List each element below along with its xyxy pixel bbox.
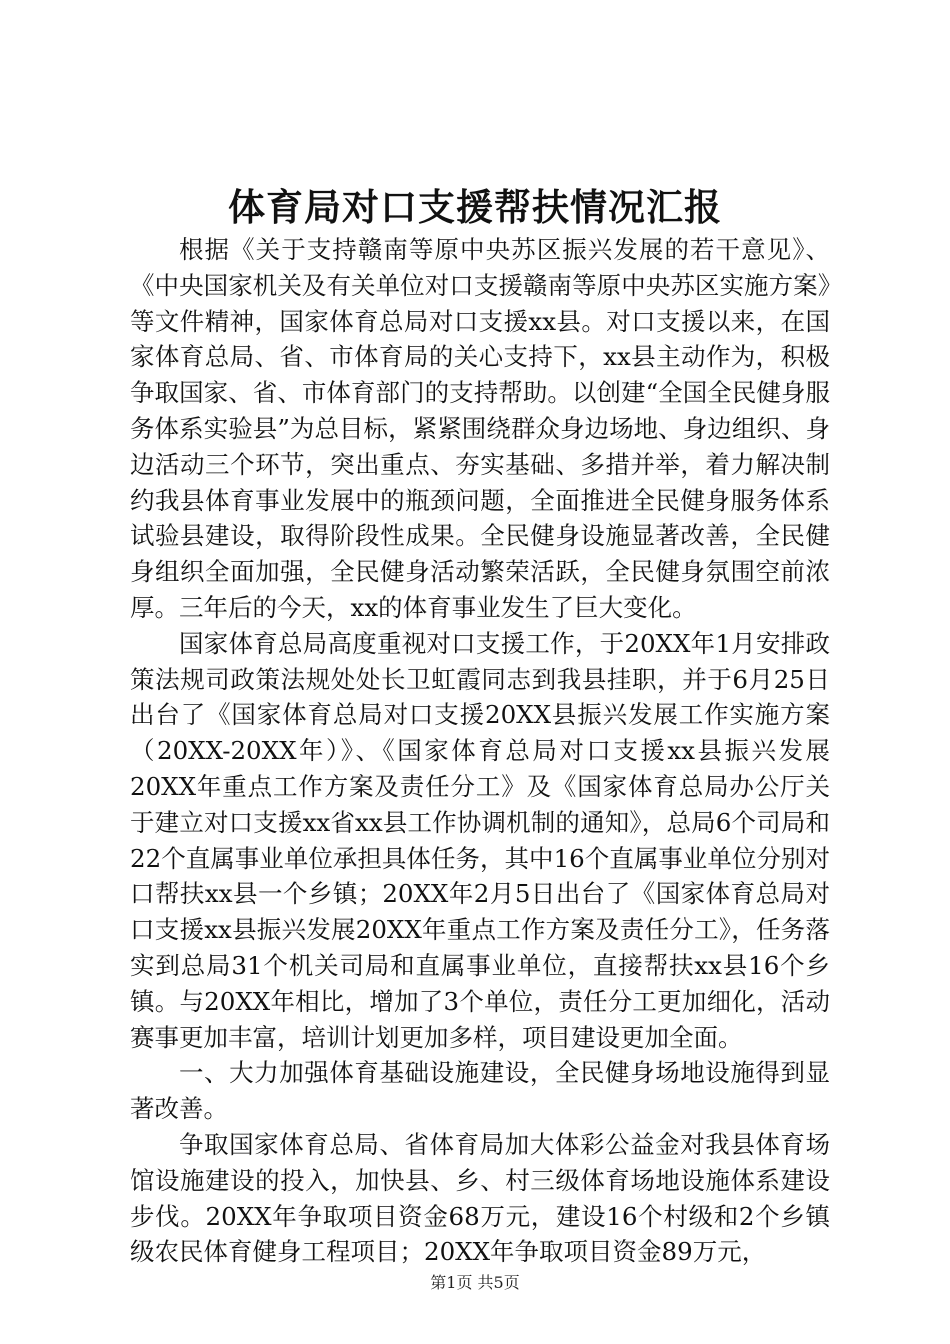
section-heading-1: 一、大力加强体育基础设施建设，全民健身场地设施得到显著改善。	[130, 1058, 830, 1124]
paragraph-support-work: 国家体育总局高度重视对口支援工作，于20XX年1月安排政策法规司政策法规处处长卫虹霞同志到我县挂职，并于6月25日出台了《国家体育总局对口支援20XX县振兴发展工作实施方案（20XX-20XX年）》、《国家体育总局对口支援xx县振兴发展20XX年重点工作方案及责任分工》及《国家体育总局办公厅关于建立对口支援xx省xx县工作协调机制的通知》，总局6个司局和22个直属事业单位承担具体任务，其中16个直属事业单位分别对口帮扶xx县一个乡镇；20XX年2月5日出台了《国家体育总局对口支援xx县振兴发展20XX年重点工作方案及责任分工》，任务落实到总局31个机关司局和直属事业单位，直接帮扶xx县16个乡镇。与20XX年相比，增加了3个单位，责任分工更加细化，活动赛事更加丰富，培训计划更加多样，项目建设更加全面。	[130, 628, 830, 1052]
paragraph-intro: 根据《关于支持赣南等原中央苏区振兴发展的若干意见》、《中央国家机关及有关单位对口支援赣南等原中央苏区实施方案》等文件精神，国家体育总局对口支援xx县。对口支援以来，在国家体育总局、省、市体育局的关心支持下，xx县主动作为，积极争取国家、省、市体育部门的支持帮助。以创建“全国全民健身服务体系实验县”为总目标，紧紧围绕群众身边场地、身边组织、身边活动三个环节，突出重点、夯实基础、多措并举，着力解决制约我县体育事业发展中的瓶颈问题，全面推进全民健身服务体系试验县建设，取得阶段性成果。全民健身设施显著改善，全民健身组织全面加强，全民健身活动繁荣活跃，全民健身氛围空前浓厚。三年后的今天，xx的体育事业发生了巨大变化。	[130, 235, 830, 622]
document-title: 体育局对口支援帮扶情况汇报	[228, 186, 722, 229]
paragraph-facilities: 争取国家体育总局、省体育局加大体彩公益金对我县体育场馆设施建设的投入，加快县、乡、村三级体育场地设施体系建设步伐。20XX年争取项目资金68万元，建设16个村级和2个乡镇级农民体育健身工程项目；20XX年争取项目资金89万元，	[130, 1129, 830, 1267]
page-number-footer: 第1页 共5页	[430, 1273, 520, 1292]
document-body	[130, 232, 830, 1270]
